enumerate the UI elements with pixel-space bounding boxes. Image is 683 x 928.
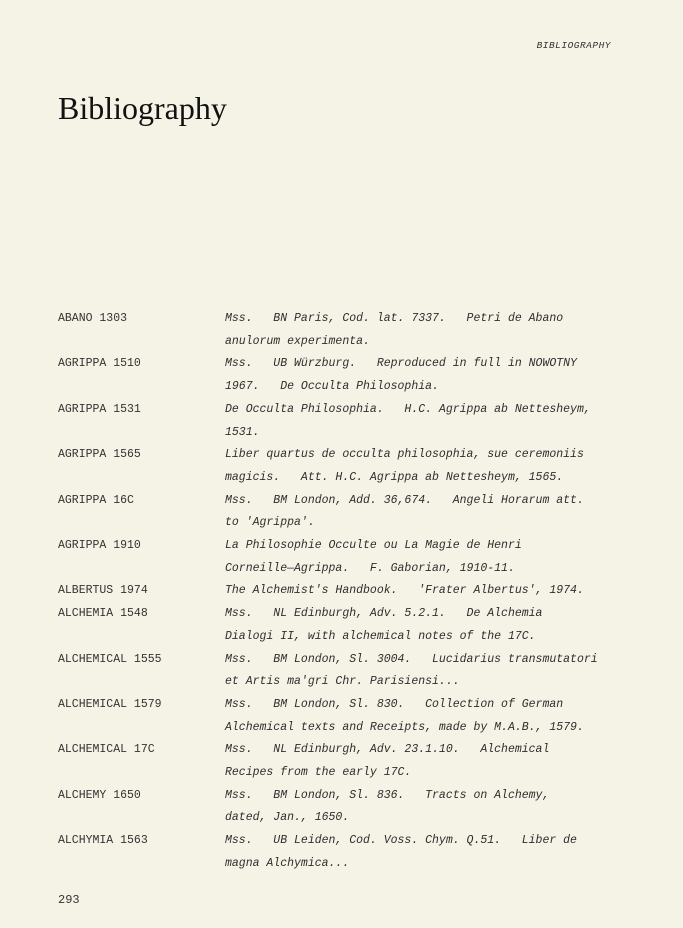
entry-key: ALCHEMY 1650 — [58, 788, 141, 802]
entry-text — [225, 739, 648, 784]
entry-key: AGRIPPA 16C — [58, 493, 134, 507]
entry-line: anulorum experimenta. — [225, 334, 370, 348]
entry-line: to 'Agrippa'. — [225, 516, 315, 530]
bibliography-entry — [58, 353, 648, 398]
entry-line: De Occulta Philosophia. H.C. Agrippa ab Nettesheym, — [225, 402, 591, 416]
entry-text — [225, 603, 648, 648]
entry-line: Mss. UB Leiden, Cod. Voss. Chym. Q.51. Liber de — [225, 834, 577, 848]
bibliography-entry — [58, 785, 648, 830]
bibliography-list — [58, 308, 648, 876]
entry-line: Mss. BM London, Add. 36,674. Angeli Horarum att. — [225, 493, 584, 507]
bibliography-entry — [58, 308, 648, 353]
running-head: BIBLIOGRAPHY — [536, 40, 611, 51]
entry-line: La Philosophie Occulte ou La Magie de Henri — [225, 539, 522, 553]
entry-line: Mss. BN Paris, Cod. lat. 7337. Petri de Abano — [225, 312, 564, 325]
page-number: 293 — [58, 893, 80, 907]
entry-line: Recipes from the early 17C. — [225, 766, 412, 780]
bibliography-entry — [58, 580, 648, 603]
entry-line: Corneille—Agrippa. F. Gaborian, 1910-11. — [225, 561, 515, 575]
entry-key: AGRIPPA 1910 — [58, 539, 141, 553]
entry-key: ALCHEMIA 1548 — [58, 607, 148, 621]
entry-text — [225, 444, 648, 489]
entry-line: dated, Jan., 1650. — [225, 811, 350, 825]
entry-line: Mss. BM London, Sl. 836. Tracts on Alchemy, — [225, 788, 550, 802]
entry-key: ALBERTUS 1974 — [58, 584, 148, 598]
bibliography-entry — [58, 490, 648, 535]
entry-line: Dialogi II, with alchemical notes of the 17C. — [225, 629, 536, 643]
entry-line: Liber quartus de occulta philosophia, sue ceremoniis — [225, 448, 584, 462]
bibliography-entry — [58, 830, 648, 875]
entry-text — [225, 785, 648, 830]
entry-text — [225, 830, 648, 875]
entry-key: ALCHEMICAL 1579 — [58, 697, 162, 711]
entry-line: et Artis ma'gri Chr. Parisiensi... — [225, 675, 460, 689]
bibliography-entry — [58, 444, 648, 489]
page-title: Bibliography — [58, 90, 227, 126]
entry-text — [225, 399, 648, 444]
entry-line: Mss. NL Edinburgh, Adv. 5.2.1. De Alchemia — [225, 607, 543, 621]
entry-line: Mss. NL Edinburgh, Adv. 23.1.10. Alchemical — [225, 743, 550, 757]
entry-line: Mss. UB Würzburg. Reproduced in full in NOWOTNY — [225, 357, 577, 371]
entry-text — [225, 694, 648, 739]
bibliography-entry — [58, 649, 648, 694]
entry-line: magicis. Att. H.C. Agrippa ab Nettesheym, 1565. — [225, 470, 564, 484]
bibliography-entry — [58, 399, 648, 444]
entry-text — [225, 308, 648, 353]
entry-text — [225, 649, 648, 694]
entry-key: AGRIPPA 1510 — [58, 357, 141, 371]
bibliography-entry — [58, 535, 648, 580]
entry-key: ALCHYMIA 1563 — [58, 834, 148, 848]
bibliography-entry — [58, 694, 648, 739]
entry-text — [225, 535, 648, 580]
entry-line: magna Alchymica... — [225, 856, 350, 870]
bibliography-entry — [58, 739, 648, 784]
entry-key: ABANO 1303 — [58, 312, 128, 325]
entry-line: 1531. — [225, 425, 260, 439]
entry-line: 1967. De Occulta Philosophia. — [225, 380, 439, 394]
entry-key: AGRIPPA 1565 — [58, 448, 141, 462]
entry-key: ALCHEMICAL 1555 — [58, 652, 162, 666]
entry-text — [225, 580, 648, 603]
entry-text — [225, 353, 648, 398]
entry-line: Alchemical texts and Receipts, made by M.A.B., 1579. — [225, 720, 584, 734]
entry-line: The Alchemist's Handbook. 'Frater Albertus', 1974. — [225, 584, 584, 598]
bibliography-entry — [58, 603, 648, 648]
entry-line: Mss. BM London, Sl. 3004. Lucidarius transmutatori — [225, 652, 598, 666]
entry-line: Mss. BM London, Sl. 830. Collection of German — [225, 697, 564, 711]
entry-text — [225, 490, 648, 535]
entry-key: AGRIPPA 1531 — [58, 402, 141, 416]
entry-key: ALCHEMICAL 17C — [58, 743, 155, 757]
